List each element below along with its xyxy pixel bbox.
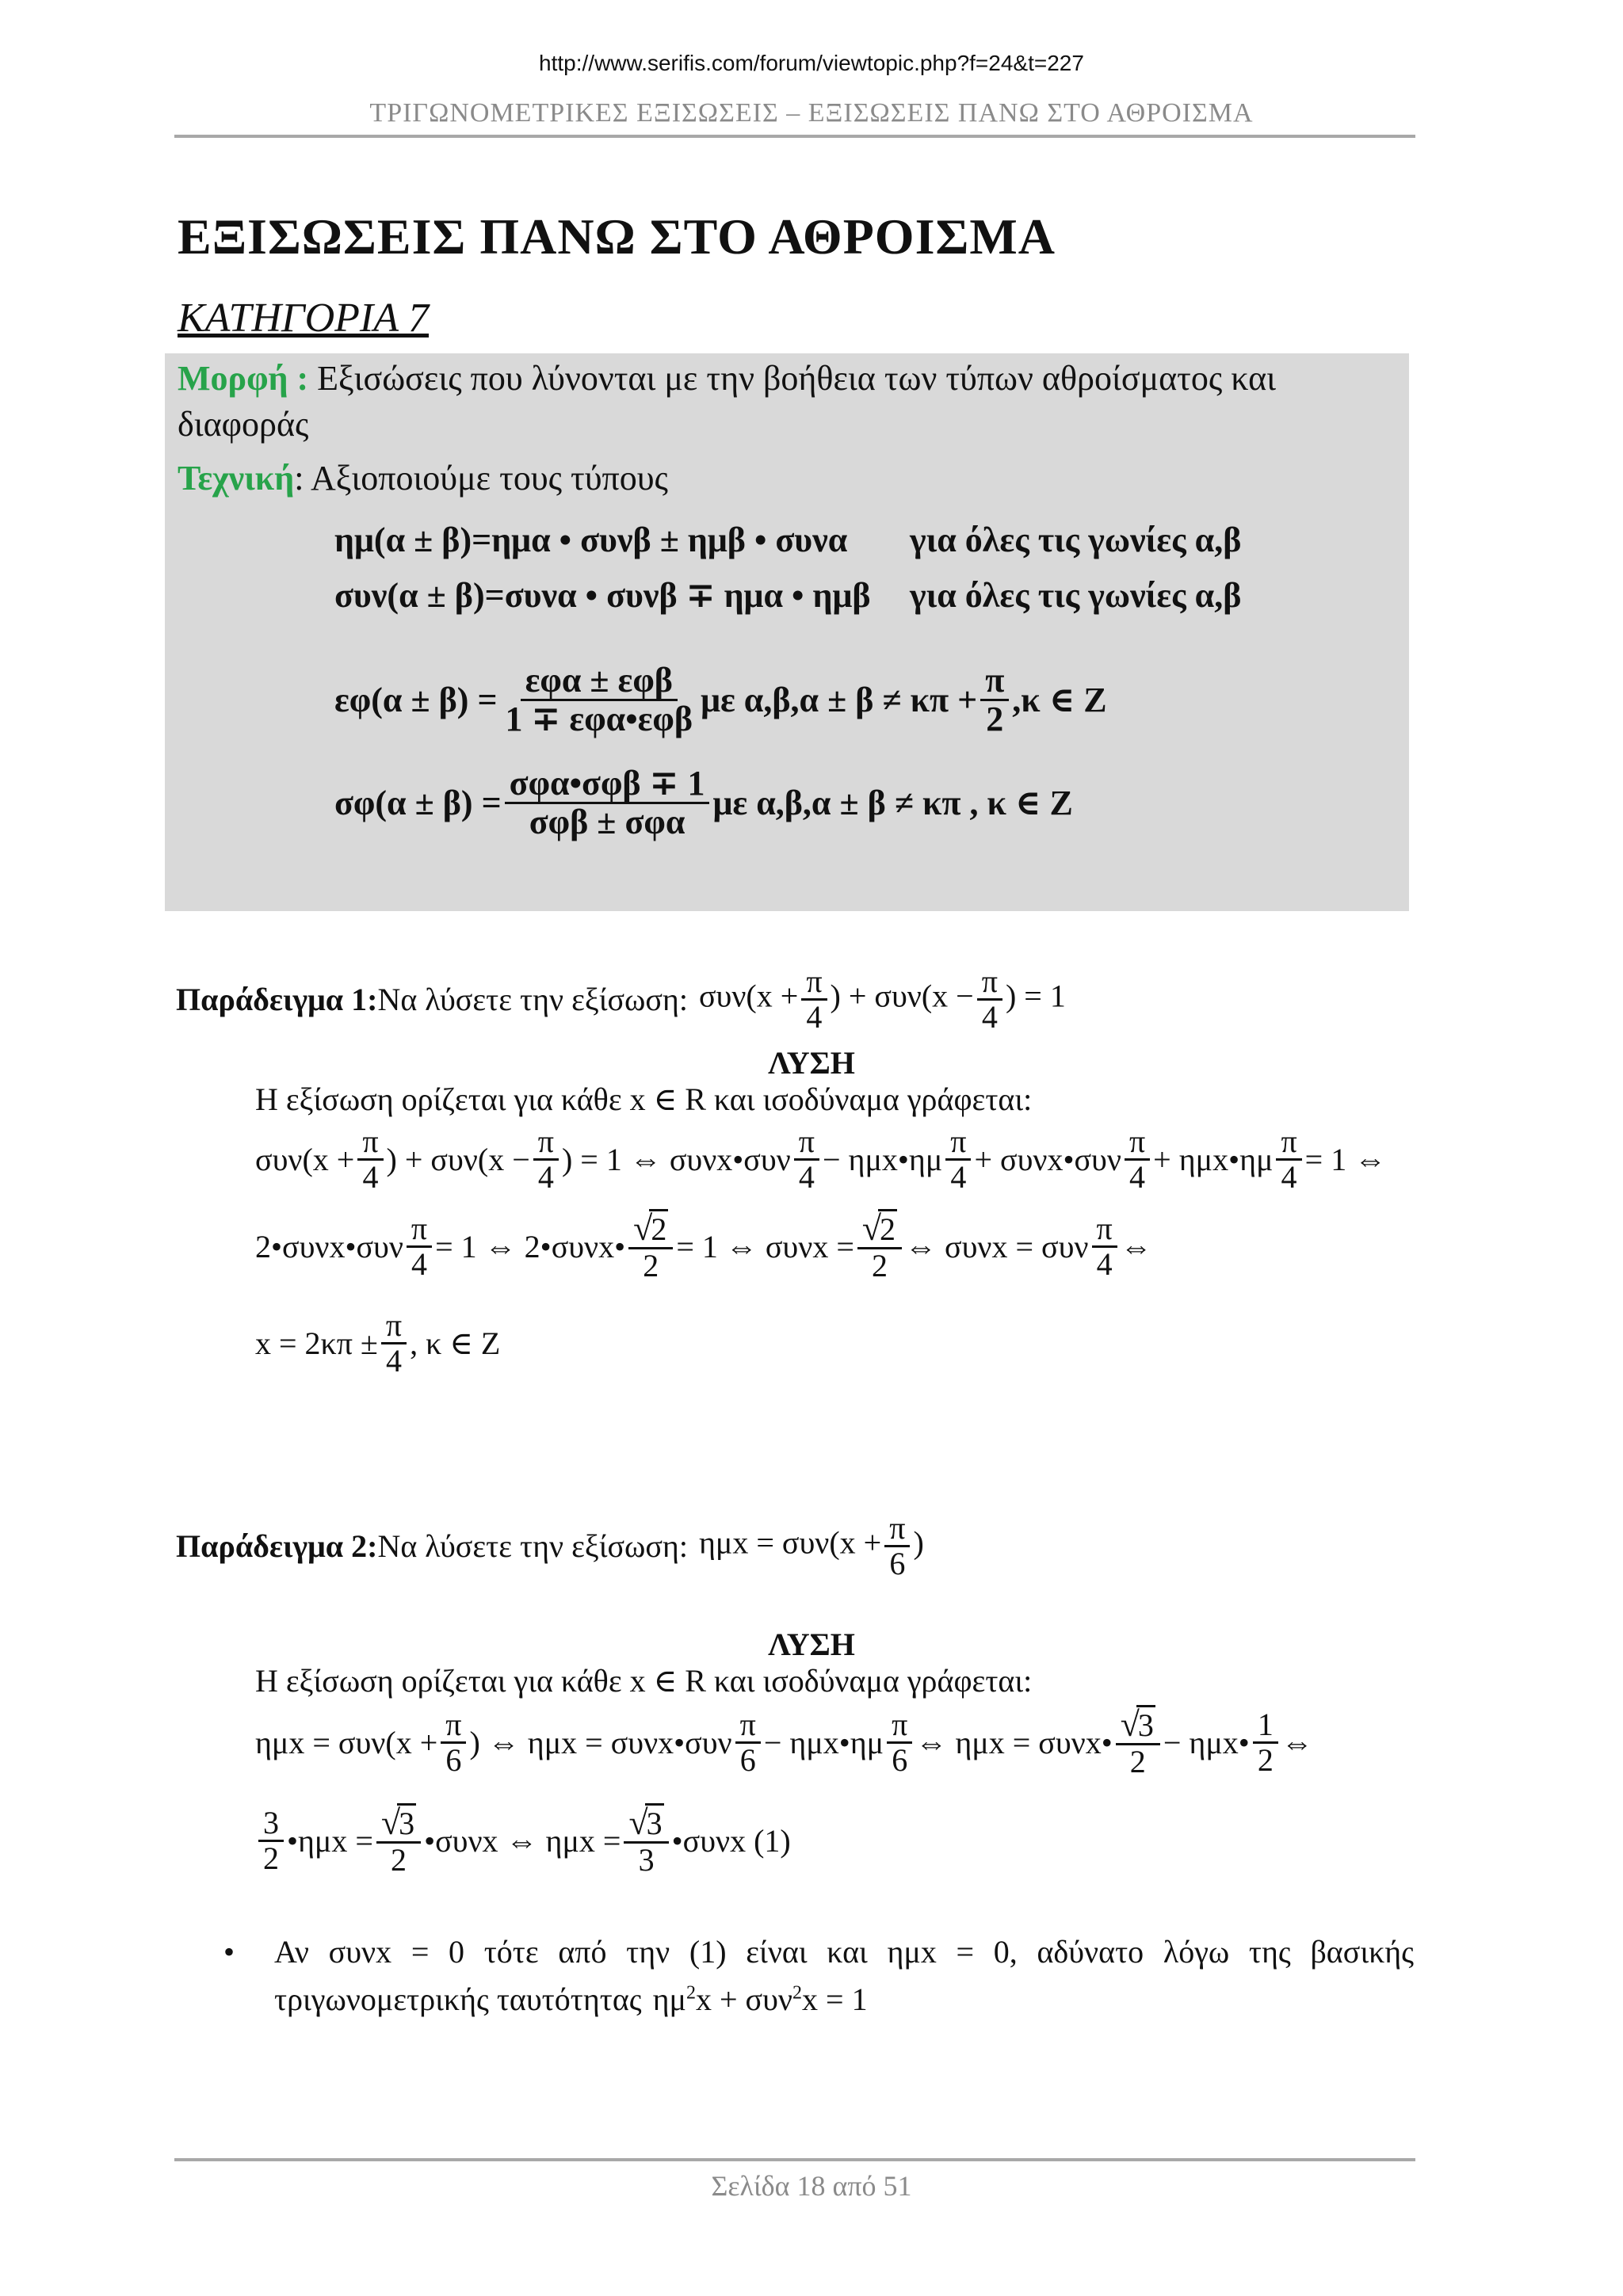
formula-tan-condition: με α,β,α ± β ≠ κπ + bbox=[701, 681, 978, 720]
category-heading: ΚΑΤΗΓΟΡΙΑ 7 bbox=[178, 296, 430, 341]
example2-statement bbox=[176, 1512, 924, 1581]
morfi-text: Εξισώσεις που λύνονται με την βοήθεια των τύπων αθροίσματος και bbox=[308, 359, 1276, 398]
formula-cos: συν(α ± β)=συνα • συνβ ∓ ημα • ημβ bbox=[334, 576, 871, 615]
example1-step1: συν(x + $\frac{\pi}{4}$ ) + συν(x − $\frac{\pi}{4}$ ) = 1 ⇔ συνx•συν $\frac{\pi}{4}$ − ημx•ημ $\frac{\pi}{4}$ + συνx•συν $\frac{\pi}{4}$ + ημx•ημ $\frac{\pi}{4}$ = 1 ⇔ bbox=[255, 1123, 1387, 1195]
morfi-line bbox=[178, 358, 1398, 399]
bullet-line-2-text: τριγωνομετρικής ταυτότητας bbox=[274, 1981, 642, 2017]
formula-cot-condition: με α,β,α ± β ≠ κπ , κ ∈ Z bbox=[712, 784, 1073, 823]
example1-label: Παράδειγμα 1: bbox=[176, 982, 378, 1017]
formula-cot-fraction bbox=[505, 765, 710, 841]
formula-sin: ημ(α ± β)=ημα • συνβ ± ημβ • συνα bbox=[334, 521, 848, 559]
page-number: Σελίδα 18 από 51 bbox=[711, 2170, 912, 2202]
example1-solution-heading: ΛΥΣΗ bbox=[768, 1045, 855, 1081]
page-title: ΕΞΙΣΩΣΕΙΣ ΠΑΝΩ ΣΤΟ ΑΘΡΟΙΣΜΑ bbox=[178, 208, 1056, 265]
formula-tan-numerator: εφα ± εφβ bbox=[521, 662, 678, 701]
formula-tan-lhs: εφ(α ± β) = bbox=[334, 681, 498, 720]
footer-rule bbox=[174, 2158, 1415, 2161]
example1-step2: 2•συνx•συν $\frac{\pi}{4}$ = 1 ⇔ 2•συνx• $\frac{√2}{2}$ = 1 ⇔ συνx = $\frac{√2}{2}$ ⇔ συνx = συν $\frac{\pi}{4}$ ⇔ bbox=[255, 1209, 1152, 1284]
morfi-label: Μορφή : bbox=[178, 359, 309, 398]
example2-solution-heading: ΛΥΣΗ bbox=[768, 1627, 855, 1662]
bullet-dot: • bbox=[223, 1934, 235, 1970]
pi-numerator: π bbox=[980, 662, 1009, 701]
formula-tan-fraction bbox=[501, 662, 698, 738]
running-header: ΤΡΙΓΩΝΟΜΕΤΡΙΚΕΣ ΕΞΙΣΩΣΕΙΣ – ΕΞΙΣΩΣΕΙΣ ΠΑΝΩ ΣΤΟ ΑΘΡΟΙΣΜΑ bbox=[369, 98, 1254, 128]
example1-result: x = 2κπ ± $\frac{\pi}{4}$ , κ ∈ Z bbox=[255, 1307, 501, 1379]
example2-text: Να λύσετε την εξίσωση: bbox=[377, 1528, 688, 1564]
example2-equation: ημx = συν(x + $\frac{\pi}{6}$ ) bbox=[698, 1510, 924, 1581]
formula-tan-pi-half bbox=[980, 662, 1009, 738]
formula-cos-condition: για όλες τις γωνίες α,β bbox=[910, 576, 1242, 615]
header-rule bbox=[174, 135, 1415, 138]
two-denominator: 2 bbox=[986, 700, 1004, 739]
formula-tan-tail: ,κ ∈ Z bbox=[1012, 681, 1107, 720]
formula-cot-lhs: σφ(α ± β) = bbox=[334, 784, 502, 823]
example1-equation: συν(x + $\frac{\pi}{4}$ ) + συν(x − $\frac{\pi}{4}$ ) = 1 bbox=[698, 963, 1066, 1035]
formula-cot-numerator: σφα•σφβ ∓ 1 bbox=[505, 765, 710, 804]
example2-step2: $\frac{3}{2}$ •ημx = $\frac{√3}{2}$ •συνx ⇔ ημx = $\frac{√3}{3}$ •συνx (1) bbox=[255, 1805, 791, 1877]
identity-equation: $\eta\mu^2x + \sigma\upsilon\nu^2x = 1$ bbox=[652, 1981, 868, 2017]
example2-intro: Η εξίσωση ορίζεται για κάθε x ∈ R και ισοδύναμα γράφεται: bbox=[255, 1663, 1033, 1699]
bullet-line-2 bbox=[274, 1981, 868, 2018]
example1-statement bbox=[176, 965, 1066, 1034]
formula-tan bbox=[334, 662, 1107, 738]
texniki-line bbox=[178, 458, 668, 498]
formula-tan-denominator: 1 ∓ εφα•εφβ bbox=[505, 700, 693, 739]
morfi-line-2: διαφοράς bbox=[178, 405, 309, 444]
texniki-label: Τεχνική bbox=[178, 459, 295, 498]
example1-intro: Η εξίσωση ορίζεται για κάθε x ∈ R και ισοδύναμα γράφεται: bbox=[255, 1081, 1033, 1117]
formula-cot-denominator: σφβ ± σφα bbox=[529, 803, 685, 842]
example1-text: Να λύσετε την εξίσωση: bbox=[377, 982, 688, 1017]
formula-sin-condition: για όλες τις γωνίες α,β bbox=[910, 521, 1242, 559]
example2-label: Παράδειγμα 2: bbox=[176, 1528, 378, 1564]
source-url: http://www.serifis.com/forum/viewtopic.php?f=24&t=227 bbox=[539, 51, 1084, 75]
example2-step1: ημx = συν(x + $\frac{\pi}{6}$ ) ⇔ ημx = συνx•συν $\frac{\pi}{6}$ − ημx•ημ $\frac{\pi}{6}$ ⇔ ημx = συνx• $\frac{√3}{2}$ − ημx• $\frac{1}{2}$ ⇔ bbox=[255, 1705, 1313, 1780]
bullet-line-1: Αν συνx = 0 τότε από την (1) είναι και ημx = 0, αδύνατο λόγω της βασικής bbox=[274, 1934, 1414, 1970]
texniki-text: : Αξιοποιούμε τους τύπους bbox=[294, 459, 668, 498]
formula-cot bbox=[334, 765, 1073, 841]
